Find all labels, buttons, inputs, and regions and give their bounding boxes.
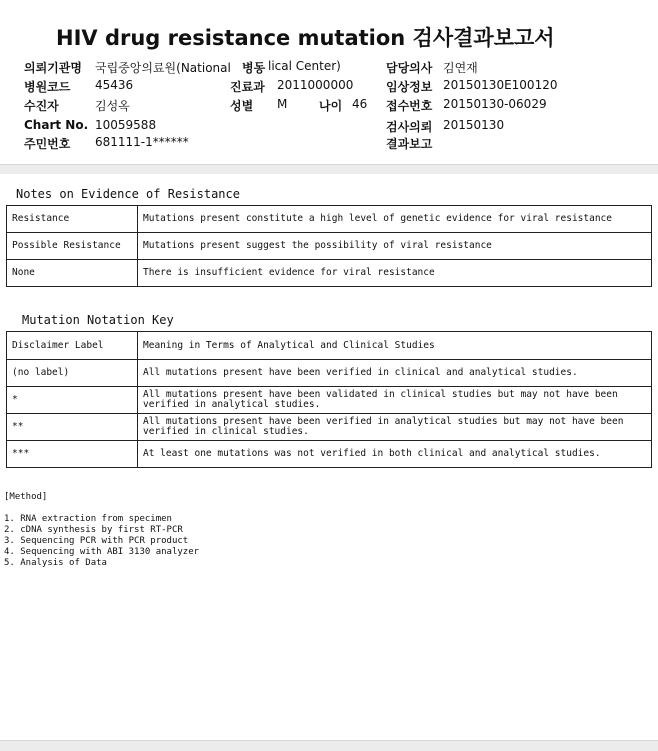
resident-no-value: 681111-1******: [95, 135, 189, 149]
doctor-label: 담당의사: [386, 61, 433, 75]
notes-term-cell: Resistance: [7, 206, 138, 233]
table-row: [7, 206, 652, 233]
doctor-value: 김연재: [443, 61, 478, 75]
institution-label: 의뢰기관명: [24, 61, 82, 75]
notes-meaning-cell: There is insufficient evidence for viral resistance: [138, 260, 652, 287]
table-row: [7, 260, 652, 287]
mutation-label-cell: ***: [7, 441, 138, 468]
clinical-info-value: 20150130E100120: [443, 78, 558, 92]
hospital-code-value: 45436: [95, 78, 134, 92]
receipt-no-label: 접수번호: [386, 99, 433, 113]
method-step: 4. Sequencing with ABI 3130 analyzer: [4, 547, 200, 557]
mutation-label-cell: **: [7, 414, 138, 441]
chart-no-label: Chart No.: [24, 118, 89, 132]
notes-term-cell: None: [7, 260, 138, 287]
ward-value: lical Center): [268, 59, 341, 73]
age-value: 46: [352, 97, 368, 111]
mutation-meaning-cell: All mutations present have been validated in clinical studies but may not have been verified in analytical studies.: [138, 387, 652, 414]
table-row: [7, 360, 652, 387]
report-title: HIV drug resistance mutation 검사결과보고서: [56, 26, 555, 50]
page-bottom-divider: [0, 740, 658, 751]
mutation-label-cell: (no label): [7, 360, 138, 387]
table-row: [7, 387, 652, 414]
method-step: 2. cDNA synthesis by first RT-PCR: [4, 525, 183, 535]
hospital-code-label: 병원코드: [24, 80, 71, 94]
notes-meaning-cell: Mutations present constitute a high level of genetic evidence for viral resistance: [138, 206, 652, 233]
table-row: [7, 414, 652, 441]
method-step: 3. Sequencing PCR with PCR product: [4, 536, 189, 546]
mutation-section-title: Mutation Notation Key: [22, 313, 174, 327]
mutation-meaning-cell: All mutations present have been verified in analytical studies but may not have been verified in clinical studies.: [138, 414, 652, 441]
notes-term-cell: Possible Resistance: [7, 233, 138, 260]
mutation-meaning-cell: All mutations present have been verified in clinical and analytical studies.: [138, 360, 652, 387]
ward-label: 병동: [242, 61, 266, 75]
notes-meaning-cell: Mutations present suggest the possibility of viral resistance: [138, 233, 652, 260]
method-step: 1. RNA extraction from specimen: [4, 514, 172, 524]
mutation-table: [6, 331, 652, 468]
notes-section-title: Notes on Evidence of Resistance: [16, 187, 240, 201]
mutation-label-cell: *: [7, 387, 138, 414]
patient-label: 수진자: [24, 99, 59, 113]
table-row: [7, 233, 652, 260]
mutation-meaning-cell: At least one mutations was not verified in both clinical and analytical studies.: [138, 441, 652, 468]
table-row: [7, 332, 652, 360]
method-title: [Method]: [4, 492, 48, 502]
request-date-value: 20150130: [443, 118, 505, 132]
department-label: 진료과: [230, 80, 265, 94]
mutation-label-cell: Disclaimer Label: [7, 332, 138, 360]
department-value: 2011000000: [277, 78, 354, 92]
clinical-info-label: 임상정보: [386, 80, 433, 94]
sex-value: M: [277, 97, 288, 111]
resident-no-label: 주민번호: [24, 137, 71, 151]
receipt-no-value: 20150130-06029: [443, 97, 547, 111]
request-date-label: 검사의뢰: [386, 120, 433, 134]
age-label: 나이: [319, 99, 343, 113]
section-divider: [0, 164, 658, 174]
institution-value: 국립중앙의료원(National: [95, 61, 231, 75]
sex-label: 성별: [230, 99, 254, 113]
notes-table: [6, 205, 652, 287]
method-step: 5. Analysis of Data: [4, 558, 107, 568]
report-label: 결과보고: [386, 137, 433, 151]
patient-value: 김성옥: [95, 99, 130, 113]
table-row: [7, 441, 652, 468]
chart-no-value: 10059588: [95, 118, 157, 132]
mutation-meaning-cell: Meaning in Terms of Analytical and Clinical Studies: [138, 332, 652, 360]
